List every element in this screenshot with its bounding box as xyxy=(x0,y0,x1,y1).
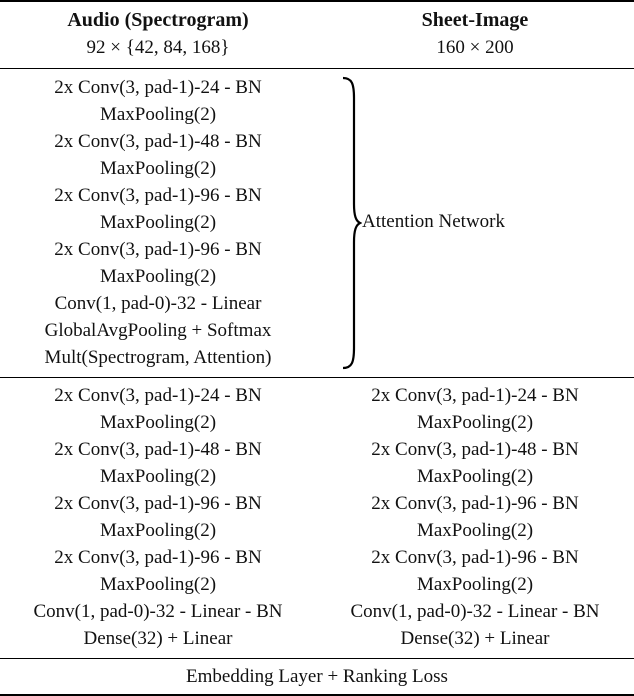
audio-layer: 2x Conv(3, pad-1)-48 - BN xyxy=(54,439,262,460)
table-top-rule xyxy=(0,0,634,2)
sheet-header-title: Sheet-Image xyxy=(421,9,529,31)
sheet-layer: Conv(1, pad-0)-32 - Linear - BN xyxy=(350,601,600,622)
embedding-footer: Embedding Layer + Ranking Loss xyxy=(186,666,448,687)
attention-separator-rule xyxy=(0,377,634,378)
right-brace-icon xyxy=(340,76,362,370)
attention-layer: MaxPooling(2) xyxy=(99,158,217,179)
audio-layer: MaxPooling(2) xyxy=(99,520,217,541)
sheet-layer: Dense(32) + Linear xyxy=(400,628,550,649)
audio-layer: MaxPooling(2) xyxy=(99,412,217,433)
sheet-branch-layers xyxy=(316,382,634,652)
attention-layer: Mult(Spectrogram, Attention) xyxy=(44,347,272,368)
attention-layer: 2x Conv(3, pad-1)-96 - BN xyxy=(54,185,262,206)
audio-layer: 2x Conv(3, pad-1)-96 - BN xyxy=(54,547,262,568)
audio-column-header xyxy=(0,7,316,61)
sheet-column-header xyxy=(316,7,634,61)
attention-layer: MaxPooling(2) xyxy=(99,212,217,233)
sheet-header-dims: 160 × 200 xyxy=(436,37,514,58)
audio-layer: MaxPooling(2) xyxy=(99,466,217,487)
sheet-layer: MaxPooling(2) xyxy=(416,466,534,487)
sheet-layer: MaxPooling(2) xyxy=(416,574,534,595)
attention-network-layers xyxy=(0,74,316,371)
attention-layer: MaxPooling(2) xyxy=(99,266,217,287)
sheet-layer: 2x Conv(3, pad-1)-24 - BN xyxy=(371,385,579,406)
attention-layer: 2x Conv(3, pad-1)-48 - BN xyxy=(54,131,262,152)
audio-header-title: Audio (Spectrogram) xyxy=(67,9,249,31)
sheet-layer: MaxPooling(2) xyxy=(416,520,534,541)
table-bottom-rule xyxy=(0,694,634,696)
attention-layer: 2x Conv(3, pad-1)-24 - BN xyxy=(54,77,262,98)
audio-layer: 2x Conv(3, pad-1)-96 - BN xyxy=(54,493,262,514)
attention-layer: MaxPooling(2) xyxy=(99,104,217,125)
footer-separator-rule xyxy=(0,658,634,659)
header-separator-rule xyxy=(0,68,634,69)
attention-layer: 2x Conv(3, pad-1)-96 - BN xyxy=(54,239,262,260)
attention-layer: GlobalAvgPooling + Softmax xyxy=(44,320,272,341)
sheet-layer: 2x Conv(3, pad-1)-96 - BN xyxy=(371,493,579,514)
sheet-layer: MaxPooling(2) xyxy=(416,412,534,433)
audio-layer: Conv(1, pad-0)-32 - Linear - BN xyxy=(33,601,283,622)
audio-branch-layers xyxy=(0,382,316,652)
attention-layer: Conv(1, pad-0)-32 - Linear xyxy=(54,293,262,314)
sheet-layer: 2x Conv(3, pad-1)-48 - BN xyxy=(371,439,579,460)
sheet-layer: 2x Conv(3, pad-1)-96 - BN xyxy=(371,547,579,568)
audio-header-dims: 92 × {42, 84, 168} xyxy=(86,37,230,58)
audio-layer: Dense(32) + Linear xyxy=(83,628,233,649)
audio-layer: MaxPooling(2) xyxy=(99,574,217,595)
audio-layer: 2x Conv(3, pad-1)-24 - BN xyxy=(54,385,262,406)
attention-network-label: Attention Network xyxy=(362,211,506,232)
